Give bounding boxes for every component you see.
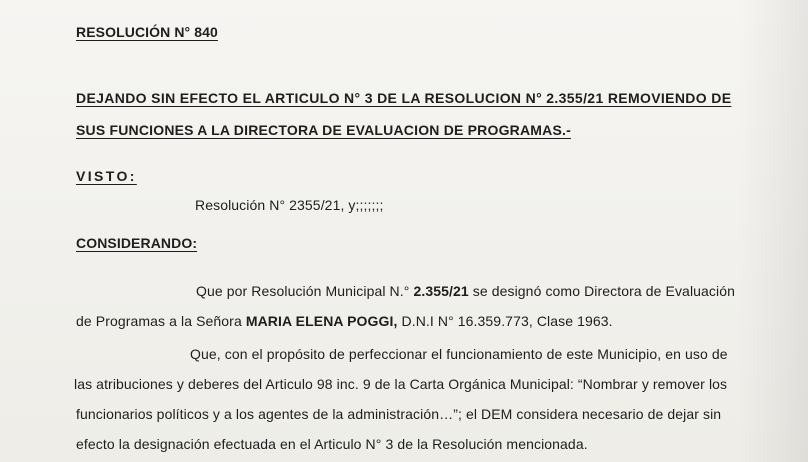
paragraph-1-line-1-text-b: se designó como Directora de Evaluación [468,283,736,299]
paragraph-2-line-1: Que, con el propósito de perfeccionar el funcionamiento de este Municipio, en uso de [190,346,728,362]
paragraph-1-line-1 [196,283,735,299]
paragraph-2-line-3: funcionarios políticos y a los agentes de la administración…”; el DEM considera necesario de dejar sin [76,406,722,422]
paragraph-1-line-2-text-b: D.N.I N° 16.359.773, Clase 1963. [397,313,613,329]
visto-heading: VISTO: [76,168,137,184]
resolution-title: RESOLUCIÓN N° 840 [76,24,218,40]
person-name-bold: MARIA ELENA POGGI, [245,313,398,329]
paragraph-1-line-1-text-a: Que por Resolución Municipal N.° [196,283,414,299]
scan-edge-shadow [738,0,808,462]
subject-line-2: SUS FUNCIONES A LA DIRECTORA DE EVALUACION DE PROGRAMAS.- [76,122,571,138]
subject-line-1: DEJANDO SIN EFECTO EL ARTICULO N° 3 DE LA RESOLUCION N° 2.355/21 REMOVIENDO DE [76,90,732,106]
paragraph-2-line-2: las atribuciones y deberes del Articulo 98 inc. 9 de la Carta Orgánica Municipal: “Nombrar y remover los [74,376,728,392]
considerando-heading: CONSIDERANDO: [76,235,198,251]
resolution-number-bold: 2.355/21 [413,283,469,299]
paragraph-1-line-2 [76,313,613,329]
paragraph-1-line-2-text-a: de Programas a la Señora [76,313,246,329]
visto-text: Resolución N° 2355/21, y;;;;;;; [195,197,384,213]
paragraph-2-line-4: efecto la designación efectuada en el Articulo N° 3 de la Resolución mencionada. [76,436,588,452]
